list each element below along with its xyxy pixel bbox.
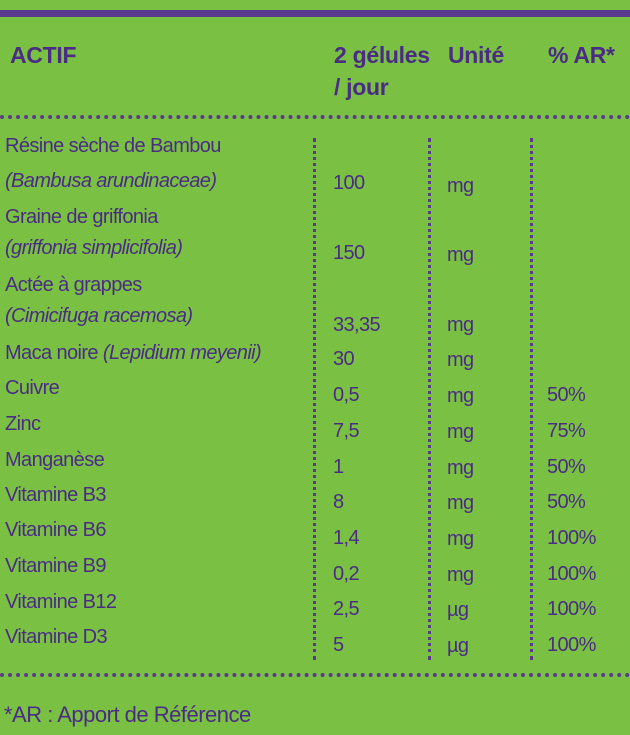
row-dose: 7,5	[333, 420, 360, 442]
row-unit: µg	[447, 635, 469, 657]
row-latin: (Cimicifuga racemosa)	[5, 305, 193, 327]
row-name: Vitamine B6	[5, 519, 106, 541]
top-rule	[0, 10, 630, 17]
row-unit: mg	[447, 528, 474, 550]
column-divider-1	[313, 138, 316, 660]
row-dose: 1	[333, 456, 344, 478]
row-ar: 100%	[547, 527, 596, 549]
header-divider	[0, 115, 630, 119]
row-dose: 0,2	[333, 563, 360, 585]
row-ar: 50%	[547, 491, 586, 513]
row-name: Graine de griffonia	[5, 206, 158, 228]
row-name: Vitamine B9	[5, 555, 106, 577]
row-unit: mg	[447, 421, 474, 443]
header-ar: % AR*	[548, 42, 615, 68]
row-unit: mg	[447, 457, 474, 479]
row-dose: 100	[333, 172, 365, 194]
header-actif: ACTIF	[10, 42, 77, 68]
row-dose: 33,35	[333, 314, 381, 336]
row-name: Vitamine B3	[5, 484, 106, 506]
header-dose-line1: 2 gélules	[334, 42, 430, 68]
row-dose: 150	[333, 242, 365, 264]
row-ar: 100%	[547, 598, 596, 620]
row-ar: 50%	[547, 456, 586, 478]
header-unit: Unité	[448, 42, 505, 68]
row-dose: 8	[333, 491, 344, 513]
header-dose-line2: / jour	[334, 74, 389, 100]
footnote: *AR : Apport de Référence	[4, 702, 251, 727]
row-unit: mg	[447, 314, 474, 336]
row-name-text: Maca noire	[5, 342, 98, 364]
row-latin: (Bambusa arundinaceae)	[5, 170, 217, 192]
row-dose: 2,5	[333, 598, 360, 620]
row-dose: 30	[333, 348, 355, 370]
row-unit: µg	[447, 599, 469, 621]
row-name: Vitamine B12	[5, 591, 117, 613]
row-unit: mg	[447, 244, 474, 266]
footer-divider	[0, 673, 630, 677]
row-name: Résine sèche de Bambou	[5, 135, 221, 157]
column-divider-2	[428, 138, 431, 660]
row-ar: 100%	[547, 563, 596, 585]
row-ar: 75%	[547, 420, 586, 442]
row-ar: 100%	[547, 634, 596, 656]
row-latin: (griffonia simplicifolia)	[5, 237, 183, 259]
row-unit: mg	[447, 492, 474, 514]
row-name: Cuivre	[5, 377, 60, 399]
row-dose: 0,5	[333, 384, 360, 406]
row-latin: (Lepidium meyenii)	[102, 342, 262, 364]
row-name: Actée à grappes	[5, 274, 142, 296]
row-unit: mg	[447, 175, 474, 197]
row-dose: 5	[333, 634, 344, 656]
row-ar: 50%	[547, 384, 586, 406]
row-unit: mg	[447, 564, 474, 586]
column-divider-3	[530, 138, 533, 660]
row-name: Zinc	[5, 413, 41, 435]
row-unit: mg	[447, 385, 474, 407]
row-name: Manganèse	[5, 449, 105, 471]
row-dose: 1,4	[333, 527, 360, 549]
row-name: Vitamine D3	[5, 626, 107, 648]
row-name	[5, 341, 261, 365]
row-unit: mg	[447, 349, 474, 371]
